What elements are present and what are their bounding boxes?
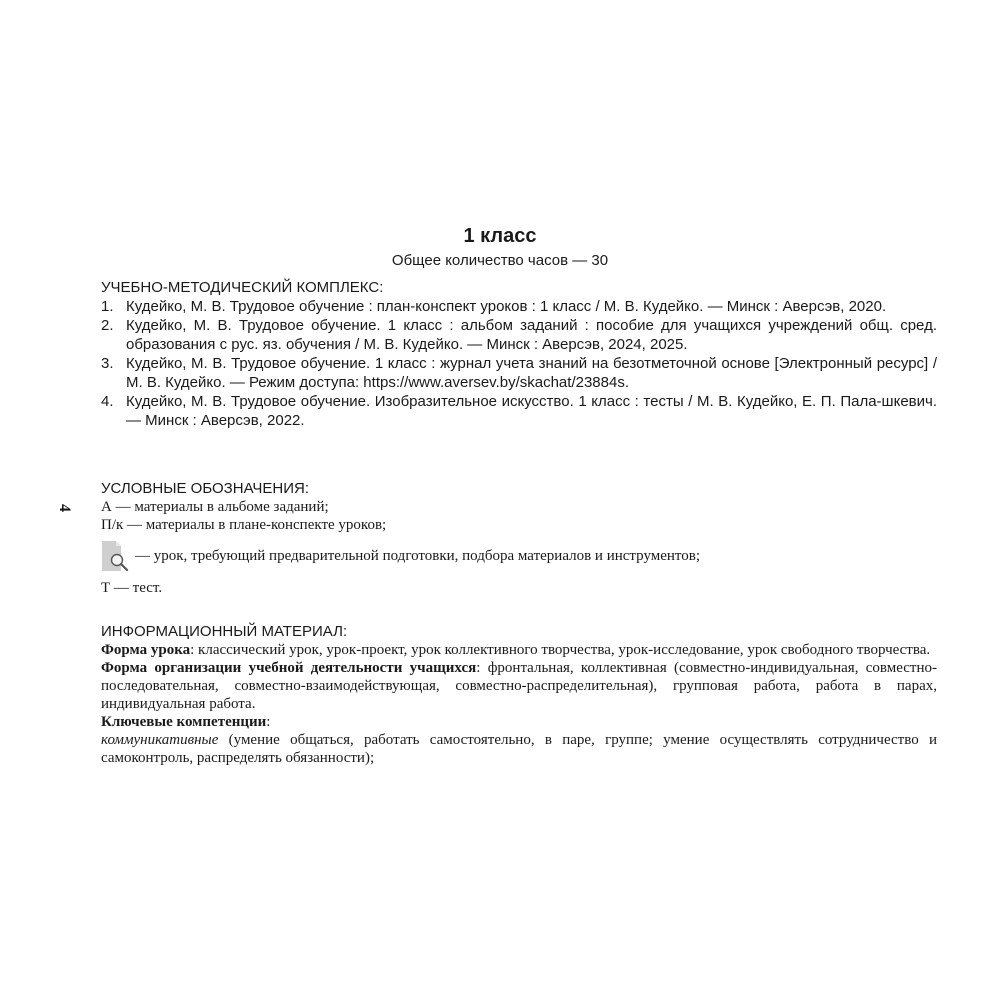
legend-section <box>101 480 937 597</box>
lesson-form-label: Форма урока <box>101 642 191 658</box>
key-competencies-colon: : <box>266 714 271 730</box>
key-competencies-label: Ключевые компетенции <box>101 714 267 730</box>
legend-heading: УСЛОВНЫЕ ОБОЗНАЧЕНИЯ: <box>101 480 310 497</box>
organization-form <box>101 659 937 713</box>
communicative-competency <box>101 731 937 767</box>
umk-item-number: 4. <box>101 393 114 410</box>
communicative-text: (умение общаться, работать самостоятельно, в паре, группе; умение осуществлять сотрудничество и самоконтроль, распределять обязанности); <box>101 732 937 766</box>
page-title: 1 класс <box>463 225 537 247</box>
umk-item-text: Кудейко, М. В. Трудовое обучение. Изобразительное искусство. 1 класс : тесты / М. В. Кудейко, Е. П. Пала-шкевич. — Минск : Аверсэв, 2022. <box>126 393 937 429</box>
page-number: 4 <box>56 504 73 512</box>
umk-item-number: 3. <box>101 355 114 372</box>
umk-item <box>101 316 937 354</box>
legend-album: А — материалы в альбоме заданий; <box>101 499 329 515</box>
umk-heading: УЧЕБНО-МЕТОДИЧЕСКИЙ КОМПЛЕКС: <box>101 279 384 296</box>
info-section <box>101 623 937 767</box>
lesson-form <box>101 641 937 659</box>
organization-form-text: : фронтальная, коллективная (совместно-индивидуальная, совместно-последовательная, совместно-взаимодействующая, совместно-распределительная), групповая работа, работа в парах, индивидуальная работа. <box>101 660 937 712</box>
document-magnifier-icon <box>101 540 131 572</box>
umk-item <box>101 392 937 430</box>
key-competencies <box>101 713 937 731</box>
umk-item <box>101 297 937 316</box>
umk-list <box>101 297 937 430</box>
legend-preparation <box>101 539 937 573</box>
lesson-form-text: : классический урок, урок-проект, урок коллективного творчества, урок-исследование, урок свободного творчества. <box>190 642 931 658</box>
legend-test: Т — тест. <box>101 580 163 596</box>
umk-item-number: 2. <box>101 317 114 334</box>
umk-item-text: Кудейко, М. В. Трудовое обучение. 1 класс : альбом заданий : пособие для учащихся учреждений общ. сред. образования с рус. яз. обучения / М. В. Кудейко. — Минск : Аверсэв, 2024, 2025. <box>126 317 937 353</box>
legend-preparation-text: — урок, требующий предварительной подготовки, подбора материалов и инструментов; <box>135 548 701 564</box>
umk-item-text: Кудейко, М. В. Трудовое обучение : план-конспект уроков : 1 класс / М. В. Кудейко. — Минск : Аверсэв, 2020. <box>126 298 887 315</box>
info-heading: ИНФОРМАЦИОННЫЙ МАТЕРИАЛ: <box>101 623 348 640</box>
organization-form-label: Форма организации учебной деятельности учащихся <box>101 660 477 676</box>
umk-item-text: Кудейко, М. В. Трудовое обучение. 1 класс : журнал учета знаний на безотметочной основе [Электронный ресурс] / М. В. Кудейко. — Режим доступа: https://www.aversev.by/skachat/23884s. <box>126 355 937 391</box>
umk-item <box>101 354 937 392</box>
umk-item-number: 1. <box>101 298 114 315</box>
total-hours: Общее количество часов — 30 <box>391 252 609 269</box>
communicative-label: коммуникативные <box>101 732 219 748</box>
legend-plan: П/к — материалы в плане-конспекте уроков; <box>101 517 387 533</box>
umk-section <box>101 279 937 430</box>
